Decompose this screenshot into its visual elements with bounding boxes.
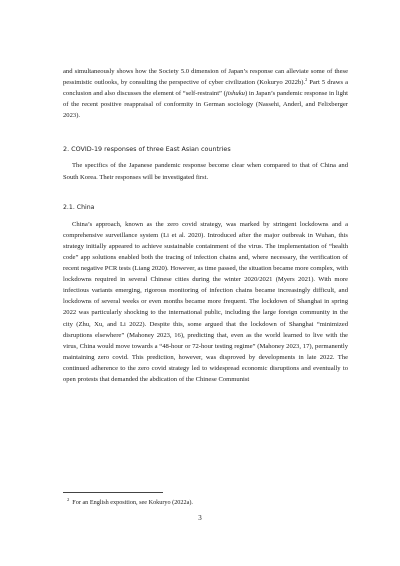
intro-paragraph bbox=[63, 66, 348, 121]
intro-text-b: Part 5 draws a conclusion and also discusses the element of “self-restraint” ( bbox=[63, 79, 349, 98]
intro-text-a: and simultaneously shows how the Society 5.0 dimension of Japan’s response can alleviate some of these pessimistic outlooks, by consulting the perspective of cyber civilization (Kokuryo 2022b). bbox=[63, 68, 348, 87]
intro-text-c: ) in Japan’s pandemic response in light of the recent positive reappraisal of conformity in German sociology (Nassehi, Anderl, and Felixberger 2023). bbox=[63, 90, 348, 120]
japanese-term: jishuku bbox=[225, 90, 245, 98]
subsection-heading: 2.1. China bbox=[63, 203, 95, 211]
page-number: 3 bbox=[198, 514, 202, 522]
footnote-reference[interactable]: 2 bbox=[305, 76, 308, 82]
section-paragraph: The specifics of the Japanese pandemic response become clear when compared to that of China and South Korea. Their responses will be investigated first. bbox=[63, 162, 348, 181]
subsection-paragraph: China’s approach, known as the zero covid strategy, was marked by stringent lockdowns and a comprehensive surveillance system (Li et al. 2020). Introduced after the major outbreak in Wuhan, this strategy initially appeared to achieve sustainable containment of the virus. The implementation of “health code” app solutions enabled both the tracing of infection chains and, where necessary, the verification of recent negative PCR tests (Liang 2020). However, as time passed, the situation became more complex, with lockdowns required in several Chinese cities during the winter 2020/2021 (Myers 2021). With more infectious variants emerging, rigorous monitoring of infection chains became increasingly difficult, and lockdowns of several weeks or even months became more frequent. The lockdown of Shanghai in spring 2022 was particularly shocking to the international public, including the large foreign community in the city (Zhu, Xu, and Li 2022). Despite this, some argued that the lockdown of Shanghai “minimized disruptions elsewhere” (Mahoney 2023, 16), predicting that, even as the world learned to live with the virus, China would move towards a “48-hour or 72-hour testing regime” (Mahoney 2023, 17), permanently maintaining zero covid. This prediction, however, was disproved by developments in late 2022. The continued adherence to the zero covid strategy led to widespread economic disruptions and eventually to open protests that demanded the abdication of the Chinese Communist bbox=[63, 220, 348, 383]
section-heading: 2. COVID-19 responses of three East Asian countries bbox=[63, 145, 231, 154]
footnote-text: For an English exposition, see Kokuryo (2022a). bbox=[72, 499, 193, 506]
body-text bbox=[63, 66, 348, 385]
footnote-divider bbox=[63, 492, 163, 493]
footnote bbox=[63, 498, 348, 507]
footnote-mark: 2 bbox=[67, 496, 70, 502]
